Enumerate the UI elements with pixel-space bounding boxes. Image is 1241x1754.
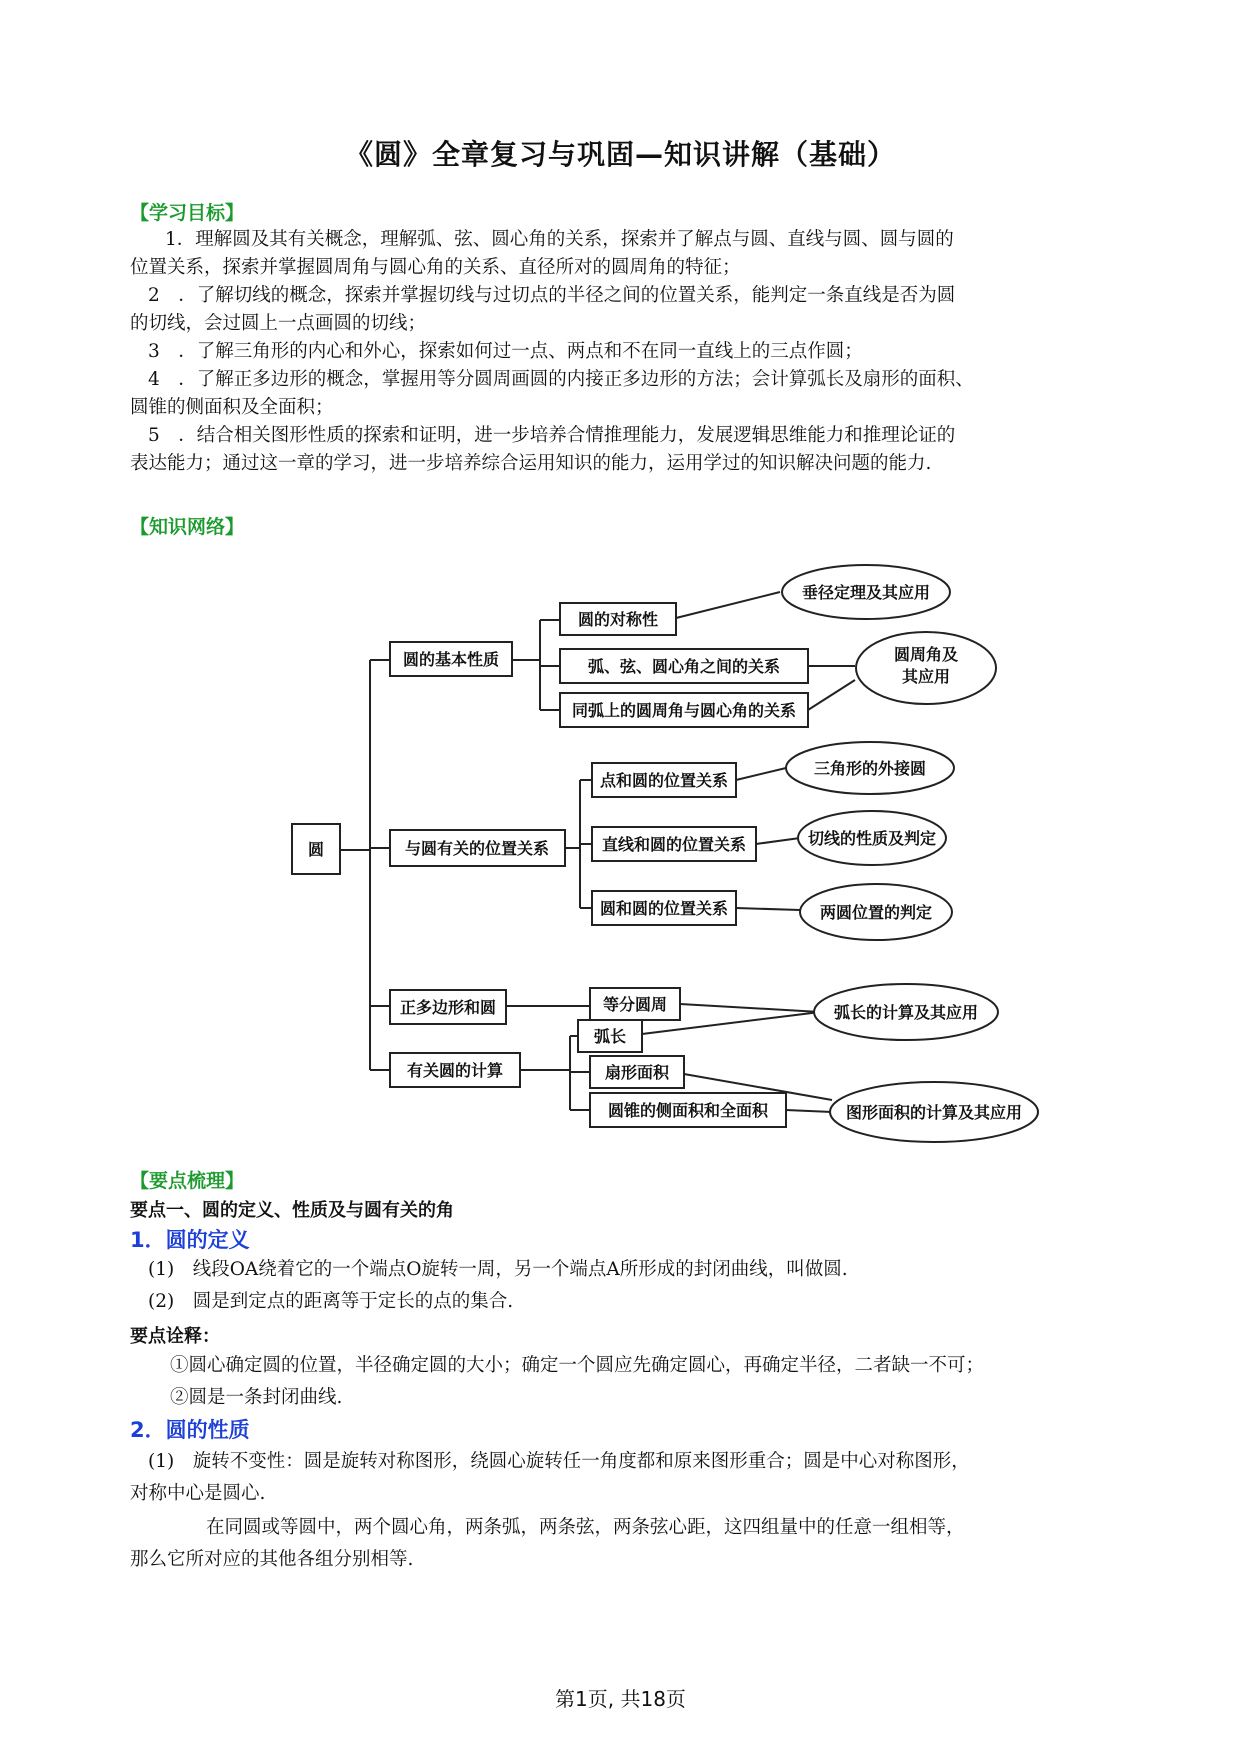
- diagram-ellipse-label: 弧长的计算及其应用: [833, 1003, 979, 1022]
- diagram-node-label: 等分圆周: [602, 995, 668, 1014]
- diagram-node-label: 有关圆的计算: [406, 1061, 504, 1080]
- points-subtitle: 要点一、圆的定义、性质及与圆有关的角: [130, 1200, 454, 1221]
- goal-line: 圆锥的侧面积及全面积；: [130, 397, 334, 418]
- goal-line: 5 ．结合相关图形性质的探索和证明，进一步培养合情推理能力，发展逻辑思维能力和推理论证的: [148, 425, 956, 446]
- diagram-ellipse-label: 圆周角及: [893, 645, 959, 664]
- explain-line: ①圆心确定圆的位置，半径确定圆的大小；确定一个圆应先确定圆心，再确定半径，二者缺一不可；: [170, 1355, 985, 1376]
- diagram-node-label: 圆锥的侧面积和全面积: [607, 1101, 769, 1120]
- diagram-ellipse-label: 切线的性质及判定: [807, 829, 937, 848]
- definition-title: 1．圆的定义: [130, 1228, 250, 1252]
- diagram-ellipse-label: 三角形的外接圆: [813, 759, 927, 778]
- goal-line: 2 ．了解切线的概念，探索并掌握切线与过切点的半径之间的位置关系，能判定一条直线是否为圆: [148, 285, 956, 306]
- diagram-node-label: 同弧上的圆周角与圆心角的关系: [571, 701, 797, 720]
- diagram-root-label: 圆: [307, 840, 325, 859]
- diagram-ellipse-label: 其应用: [901, 667, 951, 686]
- definition-line: (2) 圆是到定点的距离等于定长的点的集合.: [148, 1291, 514, 1312]
- diagram-node-label: 点和圆的位置关系: [599, 771, 729, 790]
- definition-line: (1) 线段OA绕着它的一个端点O旋转一周，另一个端点A所形成的封闭曲线，叫做圆.: [148, 1259, 848, 1280]
- goal-line: 表达能力；通过这一章的学习，进一步培养综合运用知识的能力，运用学过的知识解决问题的能力.: [130, 453, 932, 474]
- property-line: 对称中心是圆心.: [130, 1483, 266, 1504]
- goals-heading: 【学习目标】: [130, 202, 245, 224]
- diagram-node-label: 与圆有关的位置关系: [404, 839, 550, 858]
- diagram-node-label: 弧、弦、圆心角之间的关系: [587, 657, 781, 676]
- diagram-node-label: 弧长: [593, 1027, 627, 1046]
- goal-line: 的切线，会过圆上一点画圆的切线；: [130, 313, 427, 334]
- points-heading: 【要点梳理】: [130, 1170, 245, 1192]
- diagram-node-label: 扇形面积: [604, 1063, 670, 1082]
- explain-line: ②圆是一条封闭曲线.: [170, 1387, 343, 1408]
- property-line: 那么它所对应的其他各组分别相等.: [130, 1549, 414, 1570]
- diagram-ellipse-label: 两圆位置的判定: [819, 903, 933, 922]
- page-title: 《圆》全章复习与巩固—知识讲解（基础）: [344, 138, 896, 171]
- knowledge-network-diagram: [0, 560, 1241, 1150]
- explain-title: 要点诠释：: [130, 1326, 220, 1347]
- property-line: (1) 旋转不变性：圆是旋转对称图形，绕圆心旋转任一角度都和原来图形重合；圆是中心对称图形，: [148, 1451, 970, 1472]
- page-footer: 第1页, 共18页: [555, 1687, 686, 1711]
- property-title: 2．圆的性质: [130, 1418, 250, 1442]
- diagram-node-label: 正多边形和圆: [399, 998, 497, 1017]
- diagram-node-label: 圆的对称性: [577, 610, 659, 629]
- diagram-node-label: 直线和圆的位置关系: [601, 835, 747, 854]
- goal-line: 1．理解圆及其有关概念，理解弧、弦、圆心角的关系，探索并了解点与圆、直线与圆、圆与圆的: [165, 229, 954, 250]
- diagram-node-label: 圆和圆的位置关系: [599, 899, 729, 918]
- goal-line: 3 ．了解三角形的内心和外心，探索如何过一点、两点和不在同一直线上的三点作圆；: [148, 341, 863, 362]
- goal-line: 4 ．了解正多边形的概念，掌握用等分圆周画圆的内接正多边形的方法；会计算弧长及扇形的面积、: [148, 369, 974, 390]
- diagram-ellipse-label: 垂径定理及其应用: [801, 583, 931, 602]
- diagram-ellipse-label: 图形面积的计算及其应用: [845, 1103, 1023, 1122]
- network-heading: 【知识网络】: [130, 516, 245, 538]
- diagram-node-label: 圆的基本性质: [402, 650, 500, 669]
- property-line: 在同圆或等圆中，两个圆心角，两条弧，两条弦，两条弦心距，这四组量中的任意一组相等，: [206, 1517, 965, 1538]
- goal-line: 位置关系，探索并掌握圆周角与圆心角的关系、直径所对的圆周角的特征；: [130, 257, 741, 278]
